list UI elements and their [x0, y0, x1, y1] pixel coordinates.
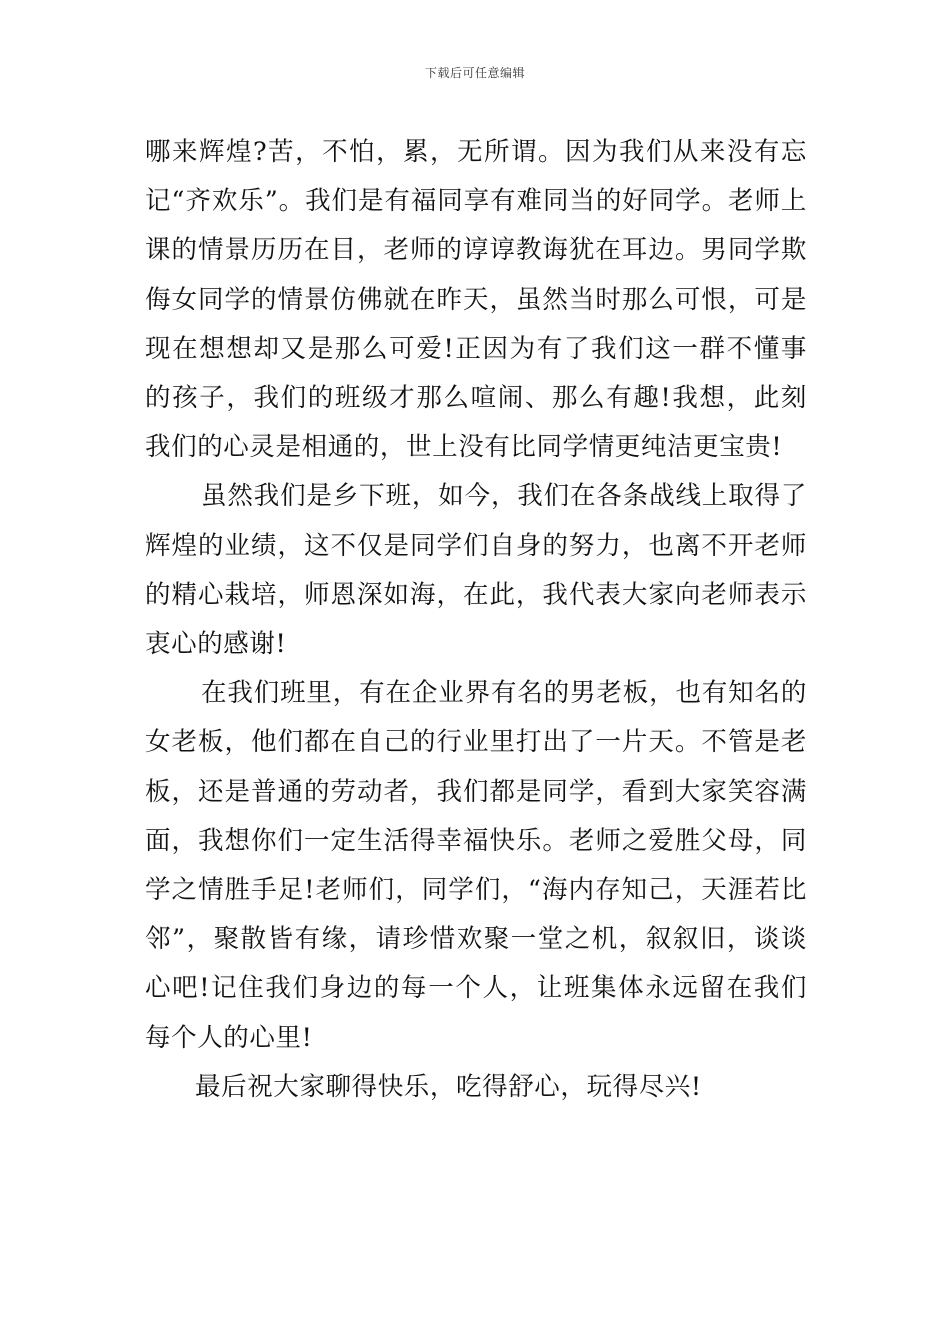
document-body	[145, 128, 807, 1112]
header-note: 下载后可任意编辑	[424, 66, 525, 80]
paragraph-4: 最后祝大家聊得快乐，吃得舒心，玩得尽兴!	[195, 1071, 702, 1102]
paragraph-1: 哪来辉煌?苦，不怕，累，无所谓。因为我们从来没有忘记“齐欢乐”。我们是有福同享有难同当的好同学。老师上课的情景历历在目，老师的谆谆教诲犹在耳边。男同学欺侮女同学的情景仿佛就在昨天，虽然当时那么可恨，可是现在想想却又是那么可爱!正因为有了我们这一群不懂事的孩子，我们的班级才那么喧闹、那么有趣!我想，此刻我们的心灵是相通的，世上没有比同学情更纯洁更宝贵!	[145, 137, 807, 463]
paragraph-2: 虽然我们是乡下班，如今，我们在各条战线上取得了辉煌的业绩，这不仅是同学们自身的努力，也离不开老师的精心栽培，师恩深如海，在此，我代表大家向老师表示衷心的感谢!	[145, 481, 807, 660]
paragraph-3: 在我们班里，有在企业界有名的男老板，也有知名的女老板，他们都在自己的行业里打出了一片天。不管是老板，还是普通的劳动者，我们都是同学，看到大家笑容满面，我想你们一定生活得幸福快乐。老师之爱胜父母，同学之情胜手足!老师们，同学们，“海内存知己，天涯若比邻”，聚散皆有缘，请珍惜欢聚一堂之机，叙叙旧，谈谈心吧!记住我们身边的每一个人，让班集体永远留在我们每个人的心里!	[145, 678, 807, 1053]
